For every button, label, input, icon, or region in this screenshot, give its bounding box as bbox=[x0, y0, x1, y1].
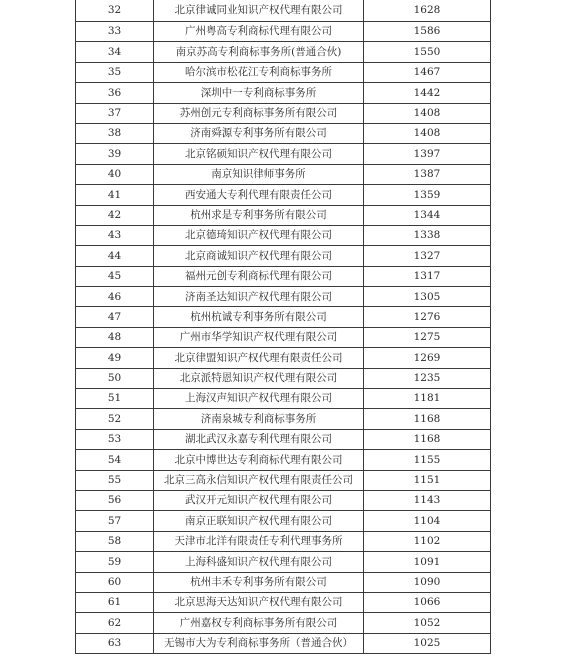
agency-name-cell: 杭州杭诚专利事务所有限公司 bbox=[154, 307, 364, 327]
rank-cell: 60 bbox=[76, 572, 154, 592]
rank-cell: 63 bbox=[76, 633, 154, 653]
rank-cell: 36 bbox=[76, 83, 154, 103]
table-row bbox=[76, 327, 491, 347]
table-row bbox=[76, 389, 491, 409]
table-row bbox=[76, 287, 491, 307]
rank-cell: 32 bbox=[76, 0, 154, 22]
agency-name-cell: 南京正联知识产权代理有限公司 bbox=[154, 511, 364, 531]
agency-name-cell: 杭州求是专利事务所有限公司 bbox=[154, 205, 364, 225]
agency-name-cell: 南京知识律师事务所 bbox=[154, 164, 364, 184]
count-cell: 1091 bbox=[364, 552, 491, 572]
table-row bbox=[76, 490, 491, 510]
count-cell: 1143 bbox=[364, 490, 491, 510]
agency-name-cell: 北京三高永信知识产权代理有限责任公司 bbox=[154, 470, 364, 490]
count-cell: 1090 bbox=[364, 572, 491, 592]
count-cell: 1586 bbox=[364, 22, 491, 42]
count-cell: 1155 bbox=[364, 450, 491, 470]
table-row bbox=[76, 592, 491, 612]
table-row bbox=[76, 633, 491, 653]
rank-cell: 56 bbox=[76, 490, 154, 510]
count-cell: 1104 bbox=[364, 511, 491, 531]
count-cell: 1269 bbox=[364, 348, 491, 368]
agency-name-cell: 西安通大专利代理有限责任公司 bbox=[154, 185, 364, 205]
rank-cell: 44 bbox=[76, 246, 154, 266]
table-row bbox=[76, 470, 491, 490]
table-row bbox=[76, 552, 491, 572]
table-row bbox=[76, 266, 491, 286]
count-cell: 1359 bbox=[364, 185, 491, 205]
table-row bbox=[76, 83, 491, 103]
table-row bbox=[76, 164, 491, 184]
table-body bbox=[76, 0, 491, 654]
agency-name-cell: 广州嘉权专利商标事务所有限公司 bbox=[154, 613, 364, 633]
count-cell: 1102 bbox=[364, 531, 491, 551]
rank-cell: 49 bbox=[76, 348, 154, 368]
count-cell: 1550 bbox=[364, 42, 491, 62]
count-cell: 1235 bbox=[364, 368, 491, 388]
agency-name-cell: 广州市华学知识产权代理有限公司 bbox=[154, 327, 364, 347]
table-row bbox=[76, 205, 491, 225]
agency-name-cell: 深圳中一专利商标事务所 bbox=[154, 83, 364, 103]
agency-name-cell: 北京律诚同业知识产权代理有限公司 bbox=[154, 0, 364, 22]
count-cell: 1397 bbox=[364, 144, 491, 164]
rank-cell: 46 bbox=[76, 287, 154, 307]
table-row bbox=[76, 348, 491, 368]
rank-cell: 51 bbox=[76, 389, 154, 409]
rank-cell: 59 bbox=[76, 552, 154, 572]
count-cell: 1151 bbox=[364, 470, 491, 490]
agency-name-cell: 苏州创元专利商标事务所有限公司 bbox=[154, 103, 364, 123]
count-cell: 1344 bbox=[364, 205, 491, 225]
rank-cell: 38 bbox=[76, 123, 154, 143]
count-cell: 1305 bbox=[364, 287, 491, 307]
table-row bbox=[76, 368, 491, 388]
table-row bbox=[76, 42, 491, 62]
table-row bbox=[76, 511, 491, 531]
agency-name-cell: 广州粤高专利商标代理有限公司 bbox=[154, 22, 364, 42]
rank-cell: 35 bbox=[76, 62, 154, 82]
count-cell: 1168 bbox=[364, 429, 491, 449]
agency-name-cell: 哈尔滨市松花江专利商标事务所 bbox=[154, 62, 364, 82]
rank-cell: 57 bbox=[76, 511, 154, 531]
agency-name-cell: 北京中博世达专利商标代理有限公司 bbox=[154, 450, 364, 470]
table-row bbox=[76, 0, 491, 22]
agency-name-cell: 北京思海天达知识产权代理有限公司 bbox=[154, 592, 364, 612]
agency-name-cell: 武汉开元知识产权代理有限公司 bbox=[154, 490, 364, 510]
table-row bbox=[76, 409, 491, 429]
count-cell: 1327 bbox=[364, 246, 491, 266]
rank-cell: 54 bbox=[76, 450, 154, 470]
agency-name-cell: 北京德琦知识产权代理有限公司 bbox=[154, 225, 364, 245]
count-cell: 1181 bbox=[364, 389, 491, 409]
rank-cell: 42 bbox=[76, 205, 154, 225]
rank-cell: 58 bbox=[76, 531, 154, 551]
agency-name-cell: 济南泉城专利商标事务所 bbox=[154, 409, 364, 429]
rank-cell: 37 bbox=[76, 103, 154, 123]
count-cell: 1168 bbox=[364, 409, 491, 429]
table-row bbox=[76, 103, 491, 123]
agency-name-cell: 北京商诚知识产权代理有限公司 bbox=[154, 246, 364, 266]
table-row bbox=[76, 123, 491, 143]
rank-cell: 43 bbox=[76, 225, 154, 245]
agency-name-cell: 上海科盛知识产权代理有限公司 bbox=[154, 552, 364, 572]
agency-name-cell: 无锡市大为专利商标事务所（普通合伙） bbox=[154, 633, 364, 653]
rank-cell: 62 bbox=[76, 613, 154, 633]
rank-cell: 47 bbox=[76, 307, 154, 327]
agency-name-cell: 天津市北洋有限责任专利代理事务所 bbox=[154, 531, 364, 551]
count-cell: 1276 bbox=[364, 307, 491, 327]
agency-name-cell: 北京律盟知识产权代理有限责任公司 bbox=[154, 348, 364, 368]
table-row bbox=[76, 613, 491, 633]
table-row bbox=[76, 22, 491, 42]
rank-cell: 39 bbox=[76, 144, 154, 164]
count-cell: 1387 bbox=[364, 164, 491, 184]
rank-cell: 53 bbox=[76, 429, 154, 449]
count-cell: 1408 bbox=[364, 103, 491, 123]
agency-name-cell: 上海汉声知识产权代理有限公司 bbox=[154, 389, 364, 409]
count-cell: 1408 bbox=[364, 123, 491, 143]
count-cell: 1338 bbox=[364, 225, 491, 245]
count-cell: 1467 bbox=[364, 62, 491, 82]
count-cell: 1052 bbox=[364, 613, 491, 633]
rank-cell: 48 bbox=[76, 327, 154, 347]
table-row bbox=[76, 144, 491, 164]
agency-name-cell: 济南舜源专利事务所有限公司 bbox=[154, 123, 364, 143]
table-row bbox=[76, 572, 491, 592]
agency-name-cell: 北京派特恩知识产权代理有限公司 bbox=[154, 368, 364, 388]
rank-cell: 41 bbox=[76, 185, 154, 205]
table-row bbox=[76, 246, 491, 266]
rank-cell: 45 bbox=[76, 266, 154, 286]
table-row bbox=[76, 450, 491, 470]
count-cell: 1066 bbox=[364, 592, 491, 612]
agency-name-cell: 南京苏高专利商标事务所(普通合伙) bbox=[154, 42, 364, 62]
count-cell: 1275 bbox=[364, 327, 491, 347]
rank-cell: 40 bbox=[76, 164, 154, 184]
rank-cell: 61 bbox=[76, 592, 154, 612]
rank-cell: 34 bbox=[76, 42, 154, 62]
agency-name-cell: 北京铭硕知识产权代理有限公司 bbox=[154, 144, 364, 164]
rank-cell: 52 bbox=[76, 409, 154, 429]
rank-cell: 33 bbox=[76, 22, 154, 42]
table-row bbox=[76, 225, 491, 245]
table-row bbox=[76, 531, 491, 551]
agency-name-cell: 济南圣达知识产权代理有限公司 bbox=[154, 287, 364, 307]
table-row bbox=[76, 185, 491, 205]
agency-name-cell: 福州元创专利商标代理有限公司 bbox=[154, 266, 364, 286]
table-row bbox=[76, 429, 491, 449]
table-row bbox=[76, 62, 491, 82]
count-cell: 1025 bbox=[364, 633, 491, 653]
rank-cell: 55 bbox=[76, 470, 154, 490]
count-cell: 1442 bbox=[364, 83, 491, 103]
agency-ranking-table bbox=[75, 0, 491, 654]
count-cell: 1317 bbox=[364, 266, 491, 286]
count-cell: 1628 bbox=[364, 0, 491, 22]
table-row bbox=[76, 307, 491, 327]
agency-name-cell: 湖北武汉永嘉专利代理有限公司 bbox=[154, 429, 364, 449]
rank-cell: 50 bbox=[76, 368, 154, 388]
agency-name-cell: 杭州丰禾专利事务所有限公司 bbox=[154, 572, 364, 592]
